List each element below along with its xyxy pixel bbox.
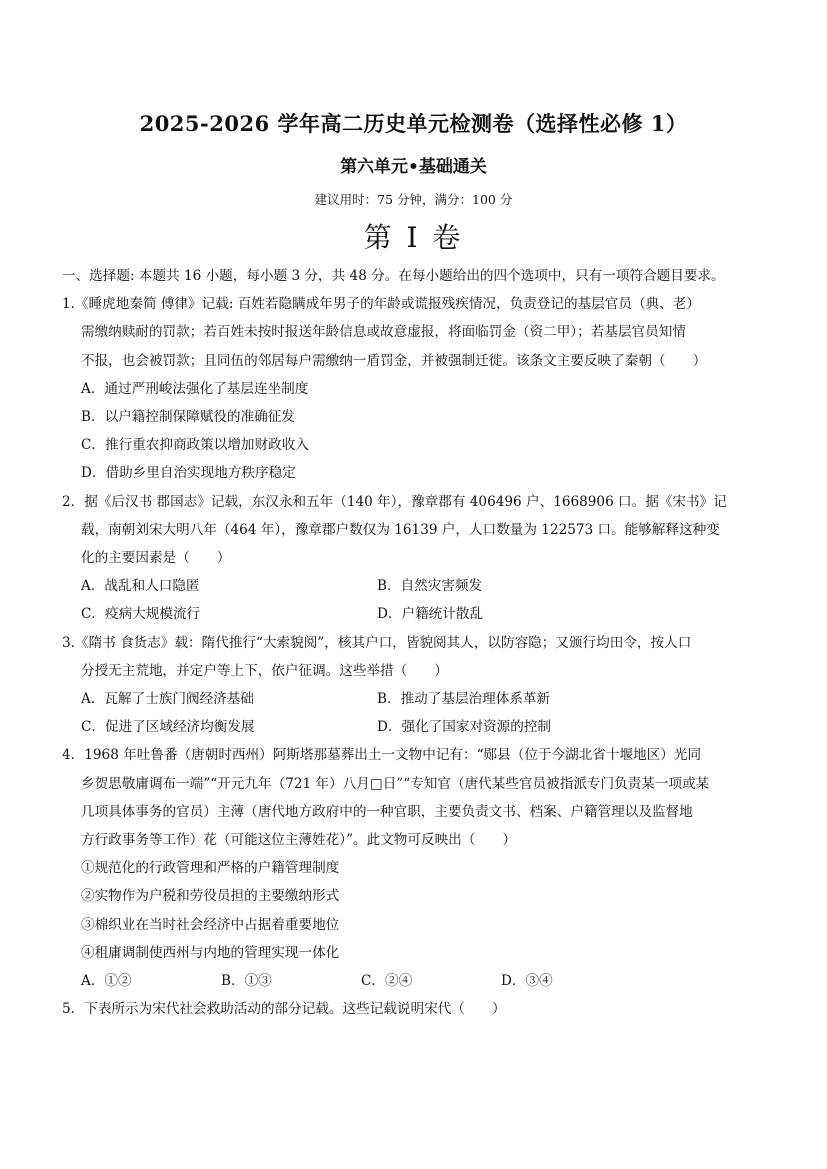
question-stem-line: 方行政事务等工作）花（可能这位主薄姓花）”。此文物可反映出（ ） [81, 832, 517, 849]
unit-subtitle: 第六单元•基础通关 [340, 157, 487, 177]
question-5 [62, 995, 756, 1023]
question-stem-line: 不报，也会被罚款；且同伍的邻居每户需缴纳一盾罚金，并被强制迁徙。该条文主要反映了秦朝（ ） [81, 352, 707, 369]
option-row [62, 967, 756, 995]
question-stem-line: 乡贺思敬庸调布一端”“开元九年（721 年）八月□日”“专知官（唐代某些官员被指派专门负责某一项或某 [81, 775, 710, 792]
question-stem-line: 需缴纳赎耐的罚款；若百姓未按时报送年龄信息或故意虚报，将面临罚金（资二甲）；若基层官员知情 [81, 324, 686, 341]
option-d[interactable]: D．借助乡里自治实现地方秩序稳定 [81, 465, 296, 482]
statement-3: ③棉织业在当时社会经济中占据着重要地位 [81, 916, 340, 933]
option-d[interactable]: D．③④ [501, 973, 553, 990]
option-b[interactable]: B．自然灾害频发 [377, 578, 483, 595]
option-b[interactable]: B．①③ [221, 973, 272, 990]
option-row [62, 713, 756, 741]
question-stem-line: 分授无主荒地，并定户等上下，依户征调。这些举措（ ） [81, 662, 449, 679]
statement-1: ①规范化的行政管理和严格的户籍管理制度 [81, 860, 340, 877]
option-a[interactable]: A．通过严刑峻法强化了基层连坐制度 [81, 380, 309, 397]
option-b[interactable]: B．以户籍控制保障赋役的准确征发 [81, 409, 295, 426]
option-b[interactable]: B．推动了基层治理体系革新 [377, 691, 551, 708]
exam-content [62, 262, 756, 1023]
option-c[interactable]: C．推行重农抑商政策以增加财政收入 [81, 437, 309, 454]
question-stem-line: 4．1968 年吐鲁番（唐朝时西州）阿斯塔那墓葬出土一文物中记有：“郧县（位于今湖北省十堰地区）光同 [62, 747, 702, 764]
time-score-info: 建议用时：75 分钟，满分：100 分 [314, 192, 513, 207]
option-row [62, 685, 756, 713]
option-a[interactable]: A．瓦解了士族门阀经济基础 [81, 691, 254, 708]
section-instruction: 一、选择题: 本题共 16 小题，每小题 3 分，共 48 分。在每小题给出的四个选项中，只有一项符合题目要求。 [62, 268, 725, 284]
option-d[interactable]: D．强化了国家对资源的控制 [377, 719, 552, 736]
question-1 [62, 290, 756, 487]
option-c[interactable]: C．②④ [361, 973, 413, 990]
question-4 [62, 741, 756, 995]
question-stem-line: 2．据《后汉书 郡国志》记载，东汉永和五年（140 年），豫章郡有 406496 户、1668906 口。据《宋书》记 [62, 493, 727, 510]
option-row [62, 600, 756, 628]
question-stem-line: 5．下表所示为宋代社会救助活动的部分记载。这些记载说明宋代（ ） [62, 1001, 506, 1018]
exam-title: 2025-2026 学年高二历史单元检测卷（选择性必修 1） [139, 111, 688, 136]
option-d[interactable]: D．户籍统计散乱 [377, 606, 484, 623]
question-stem-line: 3.《隋书 食货志》载：隋代推行“大索貌阅”，核其户口，皆貌阅其人，以防容隐；又颁行均田令，按人口 [62, 634, 692, 651]
option-c[interactable]: C．促进了区域经济均衡发展 [81, 719, 255, 736]
question-stem-line: 化的主要因素是（ ） [81, 550, 231, 567]
question-stem-line: 1.《睡虎地秦简 傅律》记载: 百姓若隐瞒成年男子的年龄或谎报残疾情况，负责登记的基层官员（典、老） [62, 296, 700, 313]
option-a[interactable]: A．战乱和人口隐匿 [81, 578, 200, 595]
statement-2: ②实物作为户税和劳役员担的主要缴纳形式 [81, 888, 340, 905]
option-row [62, 572, 756, 600]
question-2 [62, 488, 756, 629]
option-c[interactable]: C．疫病大规模流行 [81, 606, 201, 623]
statement-4: ④租庸调制使西州与内地的管理实现一体化 [81, 944, 340, 961]
question-stem-line: 载，南朝刘宋大明八年（464 年），豫章郡户数仅为 16139 户，人口数量为 122573 口。能够解释这种变 [81, 521, 720, 538]
volume-heading: 第 I 卷 [363, 221, 464, 254]
question-stem-line: 几项具体事务的官员）主薄（唐代地方政府中的一种官职，主要负责文书、档案、户籍管理以及监督地 [81, 803, 693, 820]
option-a[interactable]: A．①② [81, 973, 132, 990]
question-3 [62, 629, 756, 742]
